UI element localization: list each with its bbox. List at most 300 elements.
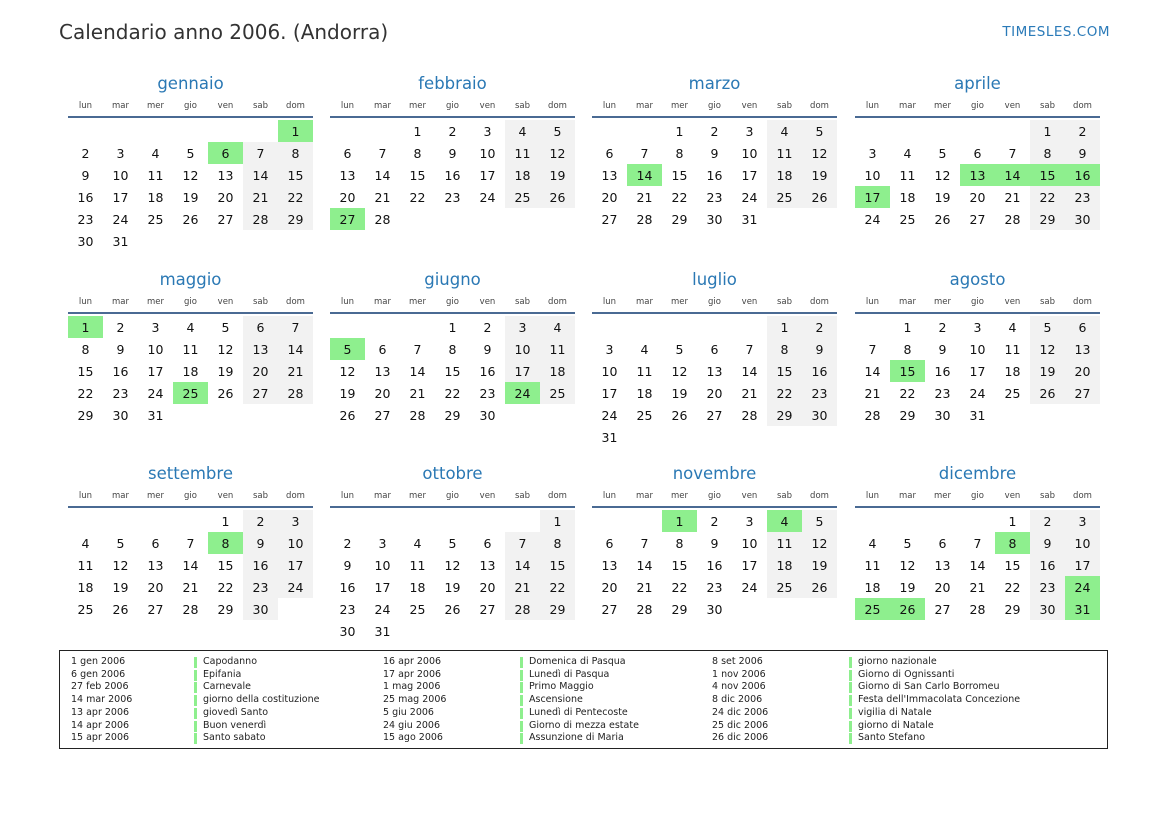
day-cell: 1 bbox=[540, 510, 575, 532]
holiday-day-cell: 1 bbox=[662, 510, 697, 532]
day-cell: 29 bbox=[671, 601, 688, 617]
day-cell: 24 bbox=[969, 385, 986, 401]
header-divider bbox=[855, 116, 1100, 118]
day-cell: 24 bbox=[278, 576, 313, 598]
weekday-label: mar bbox=[636, 297, 653, 307]
day-cell: 25 bbox=[899, 211, 916, 227]
legend-holiday-name: Primo Maggio bbox=[529, 681, 594, 693]
legend-holiday-name: Giorno di mezza estate bbox=[529, 719, 639, 731]
empty-cell bbox=[365, 316, 400, 338]
month-novembre bbox=[592, 462, 837, 620]
day-cell: 10 bbox=[479, 145, 496, 161]
day-cell: 27 bbox=[147, 601, 164, 617]
day-cell: 4 bbox=[767, 120, 802, 142]
day-cell: 23 bbox=[934, 385, 951, 401]
legend-date: 24 dic 2006 bbox=[712, 706, 769, 718]
legend-holiday-name: vigilia di Natale bbox=[858, 706, 932, 718]
day-cell: 16 bbox=[112, 363, 129, 379]
day-cell: 11 bbox=[77, 557, 94, 573]
legend-holiday-marker bbox=[849, 708, 852, 719]
day-cell: 18 bbox=[767, 164, 802, 186]
day-cell: 26 bbox=[1030, 382, 1065, 404]
day-cell: 25 bbox=[147, 211, 164, 227]
weekday-label: lun bbox=[78, 297, 93, 307]
legend-date: 8 set 2006 bbox=[712, 656, 763, 667]
day-cell: 6 bbox=[605, 145, 614, 161]
weekday-label: sab bbox=[252, 491, 269, 501]
legend-holiday-marker bbox=[520, 657, 523, 668]
weekday-label: sab bbox=[776, 491, 793, 501]
empty-cell bbox=[697, 316, 732, 338]
legend-holiday-name: Giorno di San Carlo Borromeu bbox=[858, 681, 1000, 693]
day-cell: 27 bbox=[1065, 382, 1100, 404]
day-cell: 1 bbox=[767, 316, 802, 338]
day-cell: 26 bbox=[540, 186, 575, 208]
empty-cell bbox=[173, 510, 208, 532]
day-cell: 13 bbox=[339, 167, 356, 183]
day-cell: 26 bbox=[112, 601, 129, 617]
day-cell: 2 bbox=[343, 535, 352, 551]
day-cell: 18 bbox=[182, 363, 199, 379]
day-cell: 12 bbox=[802, 532, 837, 554]
legend-holiday-marker bbox=[849, 695, 852, 706]
day-cell: 29 bbox=[444, 407, 461, 423]
day-cell: 9 bbox=[710, 535, 719, 551]
weekday-label: gio bbox=[184, 297, 197, 307]
day-cell: 1 bbox=[1030, 120, 1065, 142]
day-cell: 2 bbox=[243, 510, 278, 532]
month-agosto bbox=[855, 268, 1100, 426]
day-cell: 22 bbox=[671, 189, 688, 205]
legend-holiday-name: Assunzione di Maria bbox=[529, 732, 624, 744]
day-cell: 24 bbox=[112, 211, 129, 227]
holiday-day-cell: 6 bbox=[208, 142, 243, 164]
legend-holiday-marker bbox=[520, 670, 523, 681]
day-cell: 6 bbox=[151, 535, 160, 551]
day-cell: 13 bbox=[601, 557, 618, 573]
day-cell: 26 bbox=[802, 186, 837, 208]
day-cell: 8 bbox=[1030, 142, 1065, 164]
day-cell: 19 bbox=[182, 189, 199, 205]
day-cell: 29 bbox=[1004, 601, 1021, 617]
day-cell: 2 bbox=[116, 319, 125, 335]
day-cell: 12 bbox=[339, 363, 356, 379]
day-cell: 30 bbox=[706, 211, 723, 227]
day-cell: 7 bbox=[278, 316, 313, 338]
month-maggio bbox=[68, 268, 313, 426]
day-cell: 15 bbox=[671, 167, 688, 183]
empty-cell bbox=[400, 510, 435, 532]
legend-date: 15 apr 2006 bbox=[71, 732, 130, 744]
legend-holiday-marker bbox=[849, 657, 852, 668]
day-cell: 20 bbox=[706, 385, 723, 401]
day-cell: 4 bbox=[1008, 319, 1017, 335]
day-cell: 3 bbox=[868, 145, 877, 161]
day-cell: 11 bbox=[864, 557, 881, 573]
weekday-label: mer bbox=[670, 101, 688, 111]
day-cell: 20 bbox=[243, 360, 278, 382]
day-cell: 2 bbox=[448, 123, 457, 139]
day-cell: 30 bbox=[243, 598, 278, 620]
day-cell: 17 bbox=[969, 363, 986, 379]
day-cell: 9 bbox=[938, 341, 947, 357]
legend-holiday-marker bbox=[520, 695, 523, 706]
empty-cell bbox=[243, 120, 278, 142]
header-divider bbox=[330, 116, 575, 118]
weekday-label: ven bbox=[741, 101, 758, 111]
holiday-day-cell: 24 bbox=[1065, 576, 1100, 598]
weekday-label: dom bbox=[286, 297, 305, 307]
day-cell: 23 bbox=[444, 189, 461, 205]
day-cell: 31 bbox=[147, 407, 164, 423]
day-cell: 30 bbox=[339, 623, 356, 639]
empty-cell bbox=[925, 510, 960, 532]
day-cell: 8 bbox=[540, 532, 575, 554]
day-cell: 2 bbox=[938, 319, 947, 335]
day-cell: 12 bbox=[671, 363, 688, 379]
day-cell: 12 bbox=[1030, 338, 1065, 360]
header-divider bbox=[855, 506, 1100, 508]
day-cell: 28 bbox=[636, 601, 653, 617]
legend-holiday-name: Lunedì di Pentecoste bbox=[529, 706, 628, 718]
weekday-label: mer bbox=[146, 297, 164, 307]
day-cell: 30 bbox=[1030, 598, 1065, 620]
holiday-day-cell: 5 bbox=[330, 338, 365, 360]
weekday-label: mar bbox=[636, 101, 653, 111]
day-grid bbox=[330, 316, 575, 426]
weekday-label: ven bbox=[479, 297, 496, 307]
day-grid bbox=[68, 120, 313, 252]
weekday-label: dom bbox=[548, 297, 567, 307]
day-cell: 14 bbox=[636, 557, 653, 573]
weekday-label: ven bbox=[217, 101, 234, 111]
weekday-label: mer bbox=[933, 297, 951, 307]
holiday-day-cell: 31 bbox=[1065, 598, 1100, 620]
month-dicembre bbox=[855, 462, 1100, 620]
day-cell: 14 bbox=[864, 363, 881, 379]
weekday-header bbox=[592, 96, 837, 116]
month-name: dicembre bbox=[938, 464, 1017, 483]
weekday-label: dom bbox=[810, 101, 829, 111]
day-cell: 11 bbox=[540, 338, 575, 360]
day-cell: 29 bbox=[540, 598, 575, 620]
legend-holiday-name: giorno di Natale bbox=[858, 719, 934, 731]
day-cell: 6 bbox=[343, 145, 352, 161]
day-cell: 30 bbox=[1065, 208, 1100, 230]
day-cell: 7 bbox=[640, 145, 649, 161]
weekday-label: mar bbox=[374, 491, 391, 501]
weekday-label: sab bbox=[514, 297, 531, 307]
day-cell: 25 bbox=[767, 186, 802, 208]
day-cell: 3 bbox=[605, 341, 614, 357]
month-name: marzo bbox=[688, 74, 741, 93]
holiday-day-cell: 1 bbox=[68, 316, 103, 338]
empty-cell bbox=[103, 120, 138, 142]
weekday-label: mar bbox=[899, 491, 916, 501]
legend-holiday-marker bbox=[849, 682, 852, 693]
empty-cell bbox=[627, 510, 662, 532]
weekday-label: mar bbox=[112, 491, 129, 501]
day-cell: 4 bbox=[151, 145, 160, 161]
legend-date: 14 apr 2006 bbox=[71, 719, 130, 731]
day-cell: 7 bbox=[745, 341, 754, 357]
month-name: ottobre bbox=[422, 464, 483, 483]
day-cell: 28 bbox=[636, 211, 653, 227]
day-cell: 17 bbox=[741, 557, 758, 573]
weekday-label: lun bbox=[602, 101, 617, 111]
empty-cell bbox=[208, 120, 243, 142]
weekday-label: sab bbox=[252, 101, 269, 111]
legend-date: 4 nov 2006 bbox=[712, 681, 766, 693]
day-cell: 21 bbox=[636, 579, 653, 595]
day-cell: 7 bbox=[378, 145, 387, 161]
empty-cell bbox=[365, 510, 400, 532]
legend-holiday-marker bbox=[194, 733, 197, 744]
day-cell: 29 bbox=[278, 208, 313, 230]
day-cell: 26 bbox=[339, 407, 356, 423]
day-cell: 26 bbox=[802, 576, 837, 598]
day-cell: 2 bbox=[81, 145, 90, 161]
day-cell: 2 bbox=[1030, 510, 1065, 532]
day-cell: 17 bbox=[1065, 554, 1100, 576]
holiday-day-cell: 26 bbox=[890, 598, 925, 620]
legend-holiday-marker bbox=[849, 721, 852, 732]
day-cell: 21 bbox=[243, 186, 278, 208]
day-cell: 9 bbox=[116, 341, 125, 357]
day-cell: 22 bbox=[671, 579, 688, 595]
day-cell: 17 bbox=[601, 385, 618, 401]
day-cell: 22 bbox=[217, 579, 234, 595]
day-cell: 24 bbox=[147, 385, 164, 401]
weekday-label: mar bbox=[899, 101, 916, 111]
legend-holiday-name: giorno nazionale bbox=[858, 656, 937, 667]
day-cell: 17 bbox=[479, 167, 496, 183]
day-cell: 18 bbox=[864, 579, 881, 595]
day-grid bbox=[855, 510, 1100, 620]
day-cell: 22 bbox=[77, 385, 94, 401]
empty-cell bbox=[995, 120, 1030, 142]
day-grid bbox=[855, 120, 1100, 230]
day-cell: 1 bbox=[413, 123, 422, 139]
day-cell: 15 bbox=[540, 554, 575, 576]
day-cell: 17 bbox=[374, 579, 391, 595]
day-grid bbox=[592, 316, 837, 448]
day-cell: 28 bbox=[1004, 211, 1021, 227]
empty-cell bbox=[365, 120, 400, 142]
month-aprile bbox=[855, 72, 1100, 230]
day-cell: 10 bbox=[505, 338, 540, 360]
day-cell: 8 bbox=[675, 145, 684, 161]
day-cell: 23 bbox=[479, 385, 496, 401]
weekday-label: ven bbox=[479, 101, 496, 111]
day-cell: 15 bbox=[671, 557, 688, 573]
legend-date: 15 ago 2006 bbox=[383, 732, 443, 744]
day-cell: 30 bbox=[802, 404, 837, 426]
day-cell: 26 bbox=[182, 211, 199, 227]
day-cell: 19 bbox=[934, 189, 951, 205]
day-cell: 27 bbox=[601, 211, 618, 227]
day-cell: 9 bbox=[1030, 532, 1065, 554]
brand-link[interactable]: TIMESLES.COM bbox=[1002, 24, 1110, 40]
weekday-label: mer bbox=[408, 101, 426, 111]
empty-cell bbox=[330, 120, 365, 142]
weekday-label: mar bbox=[112, 297, 129, 307]
weekday-label: dom bbox=[1073, 101, 1092, 111]
day-cell: 28 bbox=[969, 601, 986, 617]
empty-cell bbox=[855, 316, 890, 338]
day-cell: 11 bbox=[767, 532, 802, 554]
day-cell: 18 bbox=[409, 579, 426, 595]
day-cell: 20 bbox=[969, 189, 986, 205]
day-cell: 31 bbox=[112, 233, 129, 249]
day-cell: 23 bbox=[243, 576, 278, 598]
holiday-legend bbox=[59, 650, 1108, 749]
day-cell: 12 bbox=[444, 557, 461, 573]
weekday-label: lun bbox=[865, 297, 880, 307]
weekday-label: mar bbox=[899, 297, 916, 307]
day-cell: 14 bbox=[409, 363, 426, 379]
day-cell: 23 bbox=[706, 189, 723, 205]
weekday-label: ven bbox=[1004, 101, 1021, 111]
holiday-day-cell: 4 bbox=[767, 510, 802, 532]
day-cell: 6 bbox=[483, 535, 492, 551]
day-cell: 9 bbox=[710, 145, 719, 161]
day-cell: 4 bbox=[186, 319, 195, 335]
empty-cell bbox=[960, 120, 995, 142]
day-cell: 20 bbox=[479, 579, 496, 595]
legend-date: 14 mar 2006 bbox=[71, 694, 133, 706]
day-cell: 25 bbox=[540, 382, 575, 404]
legend-holiday-name: Epifania bbox=[203, 668, 242, 680]
day-cell: 8 bbox=[675, 535, 684, 551]
day-cell: 13 bbox=[147, 557, 164, 573]
empty-cell bbox=[855, 120, 890, 142]
legend-holiday-name: Santo sabato bbox=[203, 732, 266, 744]
day-cell: 30 bbox=[112, 407, 129, 423]
day-cell: 27 bbox=[374, 407, 391, 423]
header-divider bbox=[68, 506, 313, 508]
header-divider bbox=[330, 312, 575, 314]
weekday-label: lun bbox=[340, 101, 355, 111]
legend-date: 1 mag 2006 bbox=[383, 681, 441, 693]
weekday-label: ven bbox=[217, 297, 234, 307]
day-cell: 17 bbox=[278, 554, 313, 576]
day-cell: 18 bbox=[899, 189, 916, 205]
day-cell: 4 bbox=[81, 535, 90, 551]
empty-cell bbox=[662, 316, 697, 338]
holiday-day-cell: 16 bbox=[1065, 164, 1100, 186]
legend-holiday-name: Santo Stefano bbox=[858, 732, 926, 744]
day-cell: 14 bbox=[505, 554, 540, 576]
empty-cell bbox=[960, 510, 995, 532]
day-cell: 16 bbox=[243, 554, 278, 576]
month-febbraio bbox=[330, 72, 575, 230]
empty-cell bbox=[68, 120, 103, 142]
day-cell: 3 bbox=[483, 123, 492, 139]
day-cell: 19 bbox=[899, 579, 916, 595]
weekday-label: ven bbox=[1004, 297, 1021, 307]
empty-cell bbox=[330, 510, 365, 532]
day-cell: 6 bbox=[938, 535, 947, 551]
weekday-label: lun bbox=[78, 491, 93, 501]
day-cell: 8 bbox=[448, 341, 457, 357]
day-cell: 16 bbox=[1030, 554, 1065, 576]
day-cell: 6 bbox=[973, 145, 982, 161]
weekday-label: gio bbox=[446, 297, 459, 307]
day-cell: 28 bbox=[278, 382, 313, 404]
day-cell: 8 bbox=[278, 142, 313, 164]
day-cell: 31 bbox=[969, 407, 986, 423]
empty-cell bbox=[890, 120, 925, 142]
day-cell: 13 bbox=[706, 363, 723, 379]
legend-date: 8 dic 2006 bbox=[712, 694, 763, 706]
weekday-label: mer bbox=[670, 297, 688, 307]
day-cell: 21 bbox=[505, 576, 540, 598]
day-cell: 3 bbox=[505, 316, 540, 338]
day-cell: 8 bbox=[903, 341, 912, 357]
day-cell: 22 bbox=[1004, 579, 1021, 595]
legend-date: 27 feb 2006 bbox=[71, 681, 129, 693]
day-cell: 28 bbox=[409, 407, 426, 423]
holiday-day-cell: 24 bbox=[505, 382, 540, 404]
legend-date: 6 gen 2006 bbox=[71, 668, 126, 680]
day-cell: 22 bbox=[540, 576, 575, 598]
day-cell: 25 bbox=[1004, 385, 1021, 401]
day-cell: 25 bbox=[77, 601, 94, 617]
day-cell: 15 bbox=[77, 363, 94, 379]
day-cell: 18 bbox=[1004, 363, 1021, 379]
day-cell: 3 bbox=[1065, 510, 1100, 532]
weekday-label: mar bbox=[112, 101, 129, 111]
legend-holiday-name: Giorno di Ognissanti bbox=[858, 668, 955, 680]
holiday-day-cell: 14 bbox=[627, 164, 662, 186]
weekday-label: dom bbox=[548, 491, 567, 501]
holiday-day-cell: 27 bbox=[330, 208, 365, 230]
legend-holiday-name: Lunedì di Pasqua bbox=[529, 668, 610, 680]
day-cell: 21 bbox=[636, 189, 653, 205]
day-cell: 11 bbox=[1004, 341, 1021, 357]
page-title: Calendario anno 2006. (Andorra) bbox=[59, 20, 389, 44]
weekday-label: sab bbox=[1039, 297, 1056, 307]
holiday-day-cell: 13 bbox=[960, 164, 995, 186]
weekday-label: mer bbox=[933, 491, 951, 501]
day-cell: 10 bbox=[741, 145, 758, 161]
weekday-header bbox=[330, 96, 575, 116]
day-cell: 6 bbox=[378, 341, 387, 357]
day-cell: 9 bbox=[81, 167, 90, 183]
day-cell: 23 bbox=[1065, 186, 1100, 208]
day-cell: 17 bbox=[147, 363, 164, 379]
weekday-label: ven bbox=[741, 491, 758, 501]
holiday-day-cell: 1 bbox=[278, 120, 313, 142]
day-cell: 6 bbox=[1065, 316, 1100, 338]
day-grid bbox=[592, 510, 837, 620]
day-cell: 14 bbox=[374, 167, 391, 183]
day-cell: 6 bbox=[710, 341, 719, 357]
day-cell: 28 bbox=[505, 598, 540, 620]
day-cell: 10 bbox=[864, 167, 881, 183]
day-cell: 11 bbox=[409, 557, 426, 573]
weekday-label: sab bbox=[514, 101, 531, 111]
day-cell: 3 bbox=[278, 510, 313, 532]
day-cell: 19 bbox=[802, 554, 837, 576]
legend-holiday-marker bbox=[520, 682, 523, 693]
day-cell: 29 bbox=[1030, 208, 1065, 230]
day-grid bbox=[330, 510, 575, 642]
header-divider bbox=[592, 312, 837, 314]
weekday-label: gio bbox=[446, 101, 459, 111]
day-cell: 7 bbox=[243, 142, 278, 164]
